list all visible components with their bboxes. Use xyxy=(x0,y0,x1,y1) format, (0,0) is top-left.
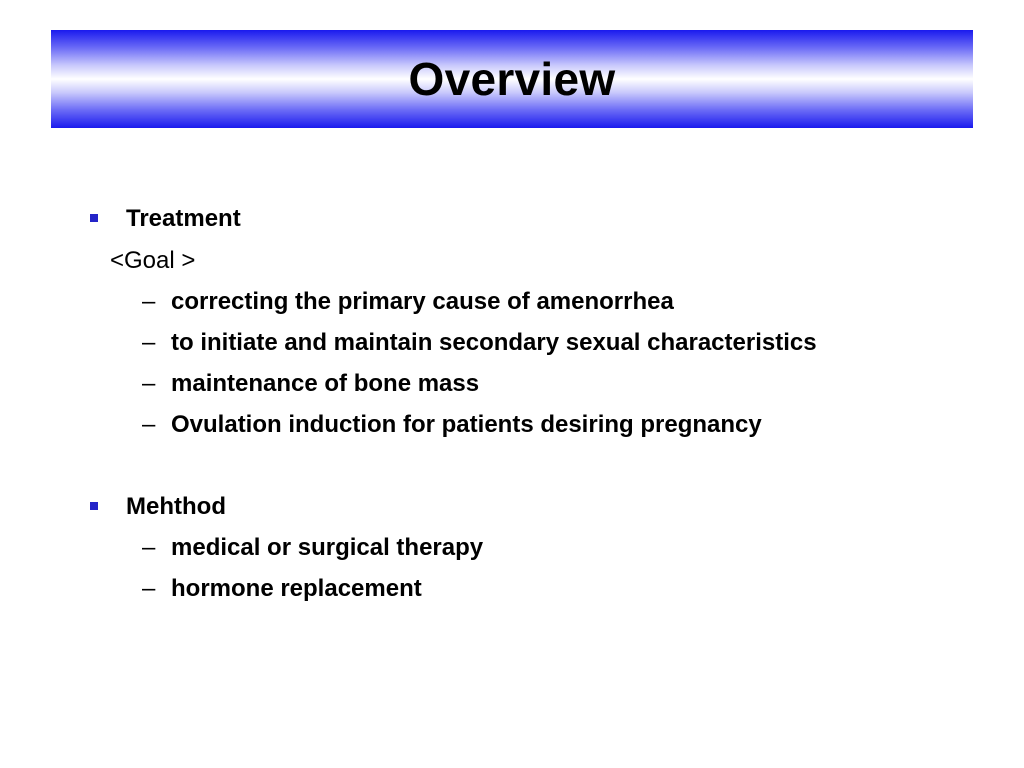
dash-bullet-icon: – xyxy=(142,370,156,397)
section-heading-treatment: Treatment xyxy=(126,205,241,232)
list-item: medical or surgical therapy xyxy=(171,534,484,561)
list-item: maintenance of bone mass xyxy=(171,370,480,397)
section-heading-method: Mehthod xyxy=(126,493,226,520)
section-subheading-goal: <Goal > xyxy=(110,247,196,274)
slide-title: Overview xyxy=(408,53,616,105)
list-item: hormone replacement xyxy=(171,575,422,602)
dash-bullet-icon: – xyxy=(142,411,156,438)
dash-bullet-icon: – xyxy=(142,288,156,315)
square-bullet-icon xyxy=(90,214,98,222)
dash-bullet-icon: – xyxy=(142,575,156,602)
list-item: to initiate and maintain secondary sexual characteristics xyxy=(171,329,817,356)
dash-bullet-icon: – xyxy=(142,534,156,561)
list-item: correcting the primary cause of amenorrhea xyxy=(171,288,674,315)
dash-bullet-icon: – xyxy=(142,329,156,356)
list-item: Ovulation induction for patients desiring pregnancy xyxy=(171,411,762,438)
square-bullet-icon xyxy=(90,502,98,510)
